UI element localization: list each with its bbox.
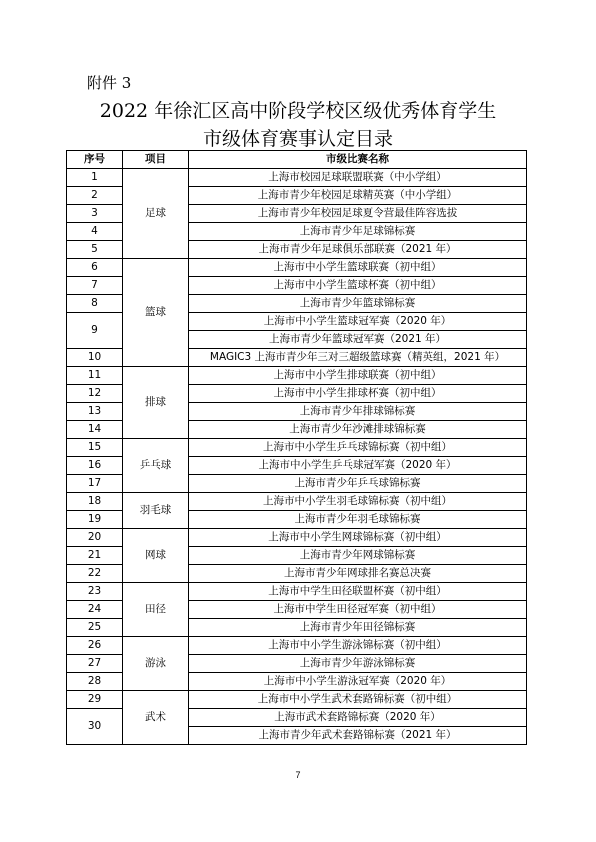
event-name: 上海市中小学生武术套路锦标赛（初中组） (189, 691, 527, 709)
event-name: 上海市青少年羽毛球锦标赛 (189, 511, 527, 529)
event-name: 上海市青少年乒乓球锦标赛 (189, 475, 527, 493)
header-sport: 项目 (123, 151, 189, 169)
table-row (67, 493, 527, 511)
event-name: 上海市青少年网球排名赛总决赛 (189, 565, 527, 583)
row-number: 29 (67, 691, 123, 709)
sport-category: 田径 (123, 583, 189, 637)
row-number: 3 (67, 205, 123, 223)
row-number: 15 (67, 439, 123, 457)
table-row (67, 529, 527, 547)
event-name: 上海市校园足球联盟联赛（中小学组） (189, 169, 527, 187)
row-number: 13 (67, 403, 123, 421)
row-number: 26 (67, 637, 123, 655)
attachment-label: 附件 3 (87, 74, 132, 92)
event-name: 上海市青少年游泳锦标赛 (189, 655, 527, 673)
row-number: 19 (67, 511, 123, 529)
event-name: 上海市中学生田径联盟杯赛（初中组） (189, 583, 527, 601)
event-name: 上海市中小学生篮球联赛（初中组） (189, 259, 527, 277)
event-name: 上海市中小学生篮球冠军赛（2020 年） (189, 313, 527, 331)
sport-category: 武术 (123, 691, 189, 745)
table-row (67, 691, 527, 709)
table-row (67, 439, 527, 457)
row-number: 9 (67, 313, 123, 349)
sport-category: 篮球 (123, 259, 189, 367)
row-number: 2 (67, 187, 123, 205)
header-no: 序号 (67, 151, 123, 169)
event-name: 上海市青少年校园足球精英赛（中小学组） (189, 187, 527, 205)
table-row (67, 583, 527, 601)
event-name: 上海市中小学生排球杯赛（初中组） (189, 385, 527, 403)
row-number: 17 (67, 475, 123, 493)
row-number: 20 (67, 529, 123, 547)
table-row (67, 169, 527, 187)
event-name: 上海市中小学生乒乓球锦标赛（初中组） (189, 439, 527, 457)
row-number: 10 (67, 349, 123, 367)
row-number: 7 (67, 277, 123, 295)
row-number: 1 (67, 169, 123, 187)
row-number: 11 (67, 367, 123, 385)
table-body (67, 169, 527, 745)
table-row (67, 637, 527, 655)
sport-category: 足球 (123, 169, 189, 259)
events-table (66, 150, 527, 745)
document-subtitle: 市级体育赛事认定目录 (202, 128, 393, 150)
header-events: 市级比赛名称 (189, 151, 527, 169)
event-name: 上海市中学生田径冠军赛（初中组） (189, 601, 527, 619)
row-number: 24 (67, 601, 123, 619)
row-number: 28 (67, 673, 123, 691)
row-number: 14 (67, 421, 123, 439)
row-number: 8 (67, 295, 123, 313)
row-number: 16 (67, 457, 123, 475)
event-name: 上海市中小学生游泳冠军赛（2020 年） (189, 673, 527, 691)
event-name: 上海市武术套路锦标赛（2020 年） (189, 709, 527, 727)
row-number: 21 (67, 547, 123, 565)
table-row (67, 367, 527, 385)
sport-category: 网球 (123, 529, 189, 583)
row-number: 18 (67, 493, 123, 511)
row-number: 6 (67, 259, 123, 277)
event-name: 上海市青少年田径锦标赛 (189, 619, 527, 637)
row-number: 25 (67, 619, 123, 637)
event-name: 上海市中小学生羽毛球锦标赛（初中组） (189, 493, 527, 511)
page-number: 7 (295, 770, 301, 780)
event-name: 上海市青少年足球锦标赛 (189, 223, 527, 241)
row-number: 22 (67, 565, 123, 583)
event-name: 上海市青少年篮球冠军赛（2021 年） (189, 331, 527, 349)
event-name: 上海市中小学生乒乓球冠军赛（2020 年） (189, 457, 527, 475)
sport-category: 排球 (123, 367, 189, 439)
row-number: 12 (67, 385, 123, 403)
row-number: 4 (67, 223, 123, 241)
event-name: 上海市中小学生网球锦标赛（初中组） (189, 529, 527, 547)
row-number: 30 (67, 709, 123, 745)
row-number: 23 (67, 583, 123, 601)
sport-category: 羽毛球 (123, 493, 189, 529)
row-number: 27 (67, 655, 123, 673)
sport-category: 游泳 (123, 637, 189, 691)
event-name: 上海市青少年校园足球夏令营最佳阵容选拔 (189, 205, 527, 223)
event-name: 上海市青少年足球俱乐部联赛（2021 年） (189, 241, 527, 259)
event-name: 上海市青少年篮球锦标赛 (189, 295, 527, 313)
event-name: 上海市青少年武术套路锦标赛（2021 年） (189, 727, 527, 745)
event-name: MAGIC3 上海市青少年三对三超级篮球赛（精英组，2021 年） (189, 349, 527, 367)
event-name: 上海市中小学生游泳锦标赛（初中组） (189, 637, 527, 655)
event-name: 上海市青少年排球锦标赛 (189, 403, 527, 421)
event-name: 上海市青少年网球锦标赛 (189, 547, 527, 565)
table-row (67, 259, 527, 277)
event-name: 上海市青少年沙滩排球锦标赛 (189, 421, 527, 439)
event-name: 上海市中小学生篮球杯赛（初中组） (189, 277, 527, 295)
document-title: 2022 年徐汇区高中阶段学校区级优秀体育学生 (99, 100, 497, 122)
sport-category: 乒乓球 (123, 439, 189, 493)
row-number: 5 (67, 241, 123, 259)
table-header-row (67, 151, 527, 169)
event-name: 上海市中小学生排球联赛（初中组） (189, 367, 527, 385)
